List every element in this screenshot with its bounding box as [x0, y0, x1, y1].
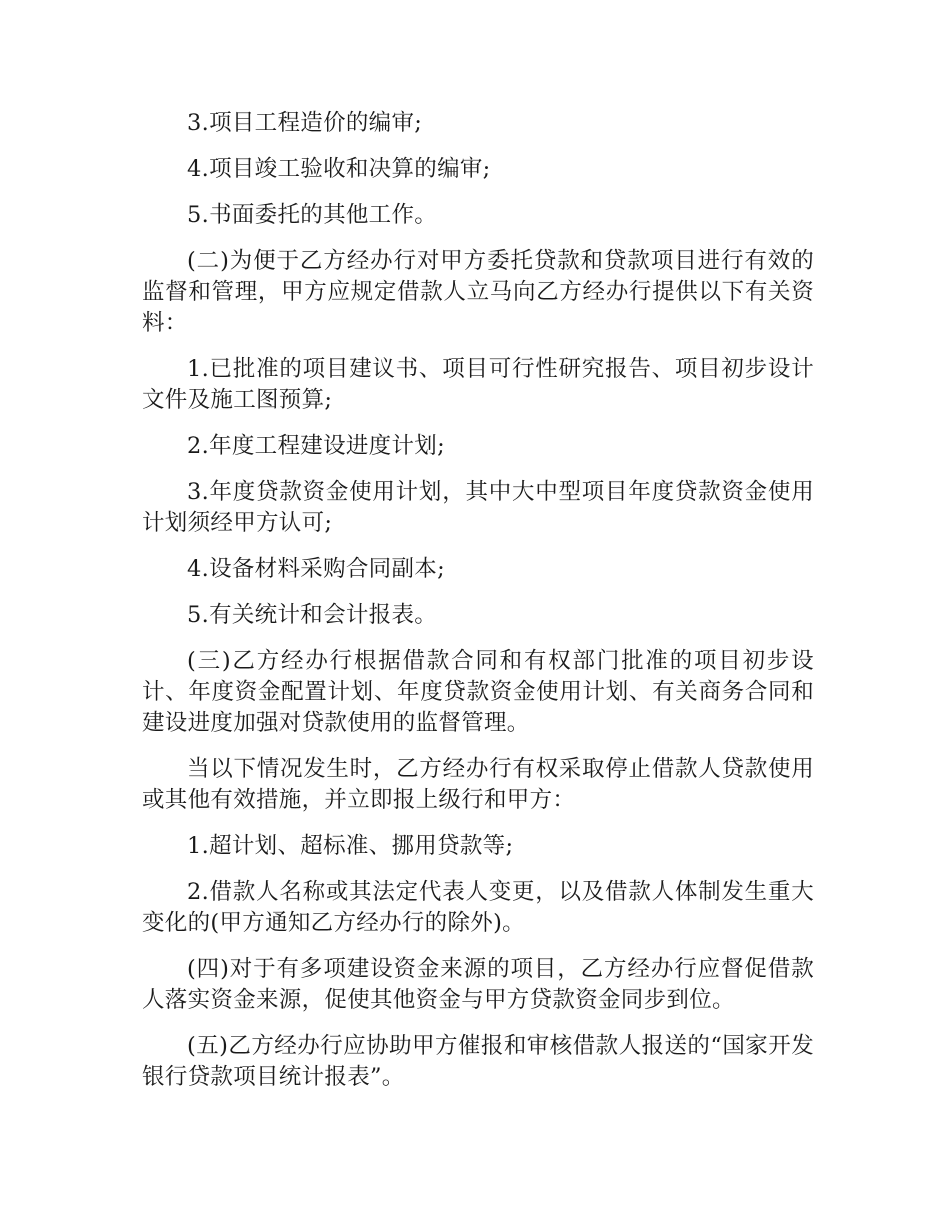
- paragraph-item-2-construction-plan: 2.年度工程建设进度计划;: [187, 433, 445, 459]
- paragraph-item-5-reports: 5.有关统计和会计报表。: [187, 602, 438, 628]
- paragraph-section-5: (五)乙方经办行应协助甲方催报和审核借款人报送的“国家开发银行贷款项目统计报表”。: [142, 1033, 814, 1090]
- document-body: [142, 108, 814, 1108]
- paragraph-item-1-approved-documents: 1.已批准的项目建议书、项目可行性研究报告、项目初步设计文件及施工图预算;: [142, 356, 814, 413]
- paragraph-item-4-completion-review: 4.项目竣工验收和决算的编审;: [187, 156, 491, 182]
- paragraph-section-2: (二)为便于乙方经办行对甲方委托贷款和贷款项目进行有效的监督和管理，甲方应规定借款人立马向乙方经办行提供以下有关资料：: [142, 248, 814, 336]
- paragraph-item-3-funding-plan: 3.年度贷款资金使用计划，其中大中型项目年度贷款资金使用计划须经甲方认可;: [142, 479, 814, 536]
- paragraph-section-3: (三)乙方经办行根据借款合同和有权部门批准的项目初步设计、年度资金配置计划、年度贷款资金使用计划、有关商务合同和建设进度加强对贷款使用的监督管理。: [142, 648, 814, 736]
- paragraph-section-4: (四)对于有多项建设资金来源的项目，乙方经办行应督促借款人落实资金来源，促使其他资金与甲方贷款资金同步到位。: [142, 956, 814, 1013]
- paragraph-condition-1: 1.超计划、超标准、挪用贷款等;: [187, 833, 514, 859]
- paragraph-conditions-intro: 当以下情况发生时，乙方经办行有权采取停止借款人贷款使用或其他有效措施，并立即报上级行和甲方：: [142, 756, 814, 813]
- paragraph-item-3-cost-review: 3.项目工程造价的编审;: [187, 110, 423, 136]
- paragraph-item-4-purchase-contracts: 4.设备材料采购合同副本;: [187, 556, 445, 582]
- paragraph-condition-2: 2.借款人名称或其法定代表人变更，以及借款人体制发生重大变化的(甲方通知乙方经办行的除外)。: [142, 879, 814, 936]
- paragraph-item-5-other-work: 5.书面委托的其他工作。: [187, 202, 438, 228]
